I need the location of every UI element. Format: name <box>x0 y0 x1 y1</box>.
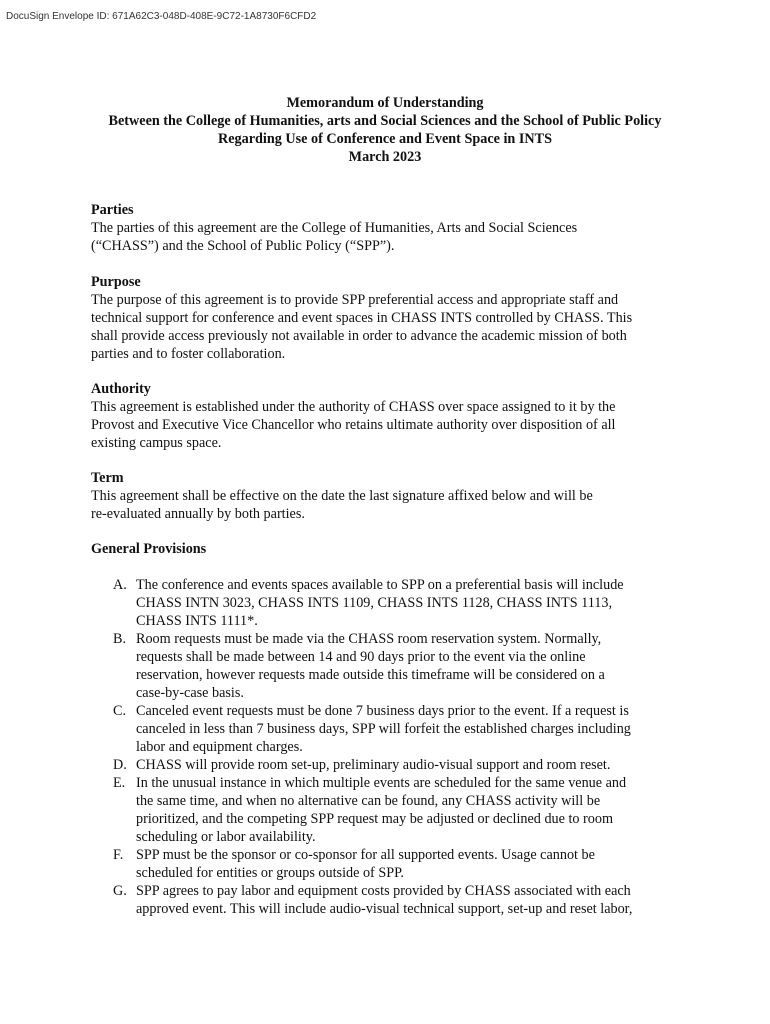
document-title <box>40 94 730 166</box>
paragraph-line: This agreement is established under the authority of CHASS over space assigned to it by the <box>91 399 616 415</box>
title-line-3: Regarding Use of Conference and Event Space in INTS <box>218 131 552 147</box>
provision-line: scheduling or labor availability. <box>136 829 316 845</box>
provision-line: CHASS INTS 1111*. <box>136 613 258 629</box>
provision-item <box>91 882 691 918</box>
provisions-list <box>91 576 691 918</box>
section-general-provisions <box>91 540 691 558</box>
provision-line: the same time, and when no alternative can be found, any CHASS activity will be <box>136 793 601 809</box>
provision-marker: A. <box>113 577 127 593</box>
paragraph-line: re-evaluated annually by both parties. <box>91 506 305 522</box>
provision-line: requests shall be made between 14 and 90 days prior to the event via the online <box>136 649 586 665</box>
provision-line: prioritized, and the competing SPP request may be adjusted or declined due to room <box>136 811 614 827</box>
section-heading: Term <box>91 470 124 486</box>
section-heading: Purpose <box>91 274 141 290</box>
section-authority <box>91 380 691 452</box>
provision-item <box>91 630 691 702</box>
paragraph-line: shall provide access previously not available in order to advance the academic mission of both <box>91 328 627 344</box>
provision-line: canceled in less than 7 business days, SPP will forfeit the established charges including <box>136 721 631 737</box>
provision-line: SPP must be the sponsor or co-sponsor for all supported events. Usage cannot be <box>136 847 595 863</box>
paragraph-line: technical support for conference and event spaces in CHASS INTS controlled by CHASS. This <box>91 310 633 326</box>
provision-item <box>91 756 691 774</box>
provision-item <box>91 774 691 846</box>
provision-item <box>91 702 691 756</box>
provision-line: scheduled for entities or groups outside of SPP. <box>136 865 404 881</box>
provision-marker: B. <box>113 631 127 647</box>
provision-marker: F. <box>113 847 124 863</box>
provision-line: CHASS will provide room set-up, preliminary audio-visual support and room reset. <box>136 757 611 773</box>
provision-line: labor and equipment charges. <box>136 739 303 755</box>
title-line-1: Memorandum of Understanding <box>286 95 484 111</box>
provision-line: reservation, however requests made outside this timeframe will be considered on a <box>136 667 605 683</box>
paragraph-line: (“CHASS”) and the School of Public Policy (“SPP”). <box>91 238 395 254</box>
provision-marker: E. <box>113 775 126 791</box>
paragraph-line: This agreement shall be effective on the date the last signature affixed below and will be <box>91 488 593 504</box>
paragraph-line: parties and to foster collaboration. <box>91 346 286 362</box>
provision-marker: C. <box>113 703 127 719</box>
provision-marker: G. <box>113 883 127 899</box>
provision-line: SPP agrees to pay labor and equipment costs provided by CHASS associated with each <box>136 883 631 899</box>
provision-line: approved event. This will include audio-visual technical support, set-up and reset labor, <box>136 901 633 917</box>
title-line-2: Between the College of Humanities, arts and Social Sciences and the School of Public Policy <box>108 113 662 129</box>
provision-line: case-by-case basis. <box>136 685 244 701</box>
paragraph-line: existing campus space. <box>91 435 222 451</box>
provision-item <box>91 576 691 630</box>
section-purpose <box>91 273 691 363</box>
section-term <box>91 469 691 523</box>
provision-line: CHASS INTN 3023, CHASS INTS 1109, CHASS INTS 1128, CHASS INTS 1113, <box>136 595 612 611</box>
provision-line: The conference and events spaces available to SPP on a preferential basis will include <box>136 577 624 593</box>
provision-line: In the unusual instance in which multiple events are scheduled for the same venue and <box>136 775 627 791</box>
envelope-id: DocuSign Envelope ID: 671A62C3-048D-408E-9C72-1A8730F6CFD2 <box>6 11 317 22</box>
paragraph-line: The parties of this agreement are the College of Humanities, Arts and Social Sciences <box>91 220 578 236</box>
section-heading: Authority <box>91 381 151 397</box>
section-heading: Parties <box>91 202 134 218</box>
section-heading: General Provisions <box>91 541 207 557</box>
paragraph-line: The purpose of this agreement is to provide SPP preferential access and appropriate staff and <box>91 292 619 308</box>
paragraph-line: Provost and Executive Vice Chancellor who retains ultimate authority over disposition of all <box>91 417 616 433</box>
title-date: March 2023 <box>348 149 422 165</box>
provision-line: Room requests must be made via the CHASS room reservation system. Normally, <box>136 631 602 647</box>
provision-marker: D. <box>113 757 127 773</box>
provision-line: Canceled event requests must be done 7 business days prior to the event. If a request is <box>136 703 629 719</box>
section-parties <box>91 201 691 255</box>
provision-item <box>91 846 691 882</box>
